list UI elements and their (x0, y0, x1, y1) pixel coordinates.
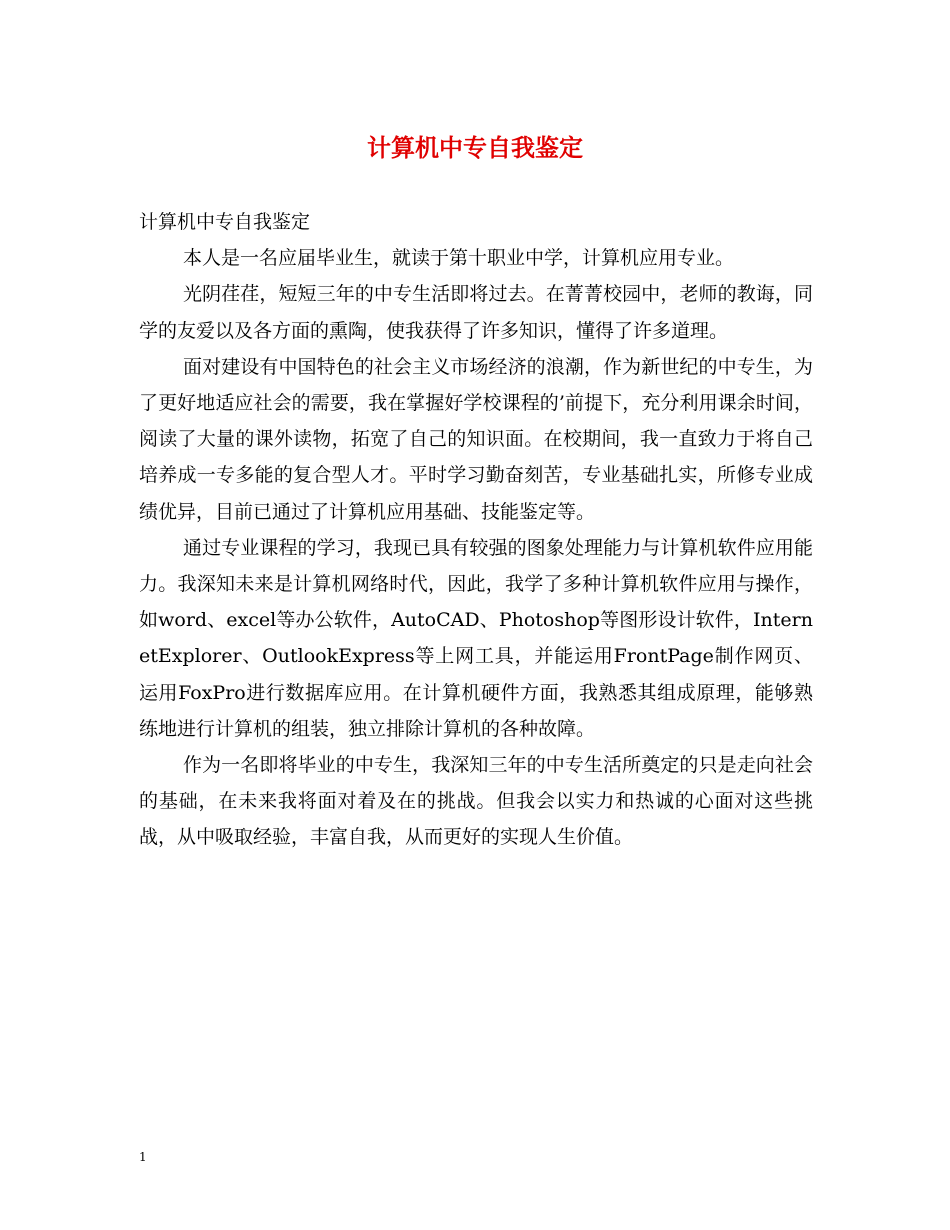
paragraph-study: 面对建设有中国特色的社会主义市场经济的浪潮，作为新世纪的中专生，为了更好地适应社会的需要，我在掌握好学校课程的’前提下，充分利用课余时间，阅读了大量的课外读物，拓宽了自己的知识面。在校期间，我一直致力于将自己培养成一专多能的复合型人才。平时学习勤奋刻苦，专业基础扎实，所修专业成绩优异，目前已通过了计算机应用基础、技能鉴定等。 (139, 355, 813, 523)
document-body (139, 204, 813, 856)
page-number: 1 (139, 1150, 147, 1164)
paragraph-school-life: 光阴荏荏，短短三年的中专生活即将过去。在菁菁校园中，老师的教诲，同学的友爱以及各方面的熏陶，使我获得了许多知识，懂得了许多道理。 (139, 283, 813, 342)
document-title: 计算机中专自我鉴定 (367, 133, 583, 162)
paragraph-introduction: 本人是一名应届毕业生，就读于第十职业中学，计算机应用专业。 (183, 247, 735, 270)
paragraph-skills: 通过专业课程的学习，我现已具有较强的图象处理能力与计算机软件应用能力。我深知未来是计算机网络时代，因此，我学了多种计算机软件应用与操作，如word、excel等办公软件，AutoCAD、Photoshop等图形设计软件，InternetExplorer、OutlookExpress等上网工具，并能运用FrontPage制作网页、运用FoxPro进行数据库应用。在计算机硬件方面，我熟悉其组成原理，能够熟练地进行计算机的组装，独立排除计算机的各种故障。 (139, 536, 813, 740)
paragraph-conclusion: 作为一名即将毕业的中专生，我深知三年的中专生活所奠定的只是走向社会的基础，在未来我将面对着及在的挑战。但我会以实力和热诚的心面对这些挑战，从中吸取经验，丰富自我，从而更好的实现人生价值。 (139, 754, 813, 849)
paragraph-subtitle: 计算机中专自我鉴定 (139, 211, 311, 233)
